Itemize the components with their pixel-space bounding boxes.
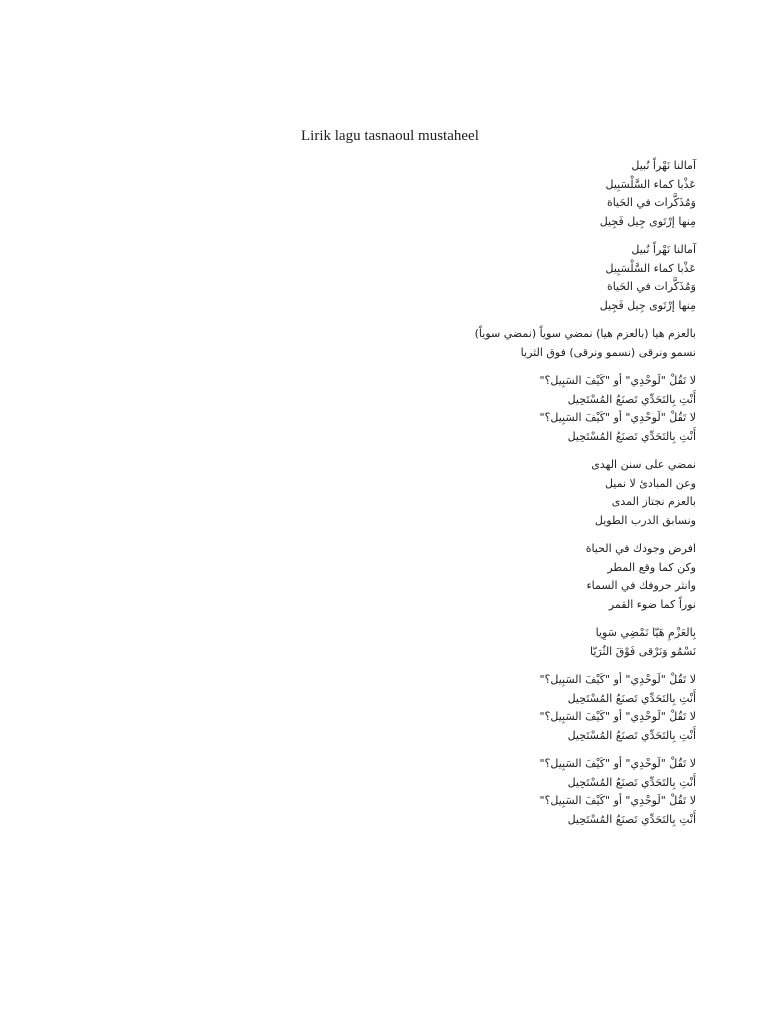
lyric-line: أَنْتِ بِالتَحَدِّي تَصنَعُ المُسْتَحِيل — [567, 775, 696, 789]
lyric-line: وعن المبادئ لا نميل — [604, 476, 696, 490]
page-title: Lirik lagu tasnaoul mustaheel — [301, 128, 479, 144]
lyric-line: أَنْتِ بِالتَحَدِّي تَصنَعُ المُسْتَحِيل — [567, 691, 696, 705]
lyric-line: عَذْبا كماء السَّلْسَبِيل — [605, 177, 696, 191]
lyric-line: وَمُذَكَّرات في الحَياة — [606, 280, 696, 293]
lyric-line: لا تَقُلْ "لَوحْدِي" أو "كَيْفَ السَبِيل؟" — [539, 757, 696, 770]
lyric-line: أَنْتِ بِالتَحَدِّي تَصنَعُ المُسْتَحِيل — [567, 728, 696, 742]
lyric-line: افرض وجودك في الحياة — [585, 542, 696, 555]
lyric-line: مِنها إرْتَوى جِيل فَجِيل — [599, 298, 696, 312]
lyric-line: بِالعَزْمِ هَيّا نَمْضِي سَوِيا — [595, 626, 696, 639]
lyric-line: أَنْتِ بِالتَحَدِّي تَصنَعُ المُسْتَحِيل — [567, 812, 696, 826]
stanza — [276, 325, 696, 362]
stanza — [276, 540, 696, 614]
lyric-line: لا تَقُلْ "لَوحْدِي" أو "كَيْفَ السَبِيل؟" — [539, 710, 696, 723]
lyric-line: نوراً كما ضوء القمر — [608, 597, 696, 611]
stanza — [276, 624, 696, 661]
stanza — [276, 755, 696, 829]
lyric-line: أَنْتِ بِالتَحَدِّي تَصنَعُ المُسْتَحِيل — [567, 429, 696, 443]
lyric-line: نمضي على سنن الهدى — [591, 458, 696, 471]
lyric-line: لا تَقُلْ "لَوحْدِي" أو "كَيْفَ السَبِيل؟" — [539, 374, 696, 387]
stanza — [276, 456, 696, 530]
lyric-line: عَذْبا كماء السَّلْسَبِيل — [605, 261, 696, 275]
lyric-line: نَسْمُو وَنَرْقى فَوْقَ الثُرَيّا — [590, 644, 696, 658]
lyric-line: بالعزم نجتاز المدى — [611, 495, 696, 508]
lyric-line: مِنها إرْتَوى جِيل فَجِيل — [599, 214, 696, 228]
lyrics-body — [276, 157, 696, 839]
lyric-line: أَنْتِ بِالتَحَدِّي تَصنَعُ المُسْتَحِيل — [567, 392, 696, 406]
lyric-line: آمالنا نَهْراً نُبيل — [631, 159, 696, 172]
lyric-line: وكن كما وقع المطر — [607, 560, 696, 574]
lyric-line: وانثر حروفك في السماء — [586, 579, 696, 592]
lyric-line: نسمو ونرقى (نسمو ونرقى) فوق الثريا — [520, 345, 696, 359]
stanza — [276, 241, 696, 315]
stanza — [276, 372, 696, 446]
lyric-line: ونسابق الدرب الطويل — [594, 513, 696, 527]
lyric-line: وَمُذَكَّرات في الحَياة — [606, 196, 696, 209]
stanza — [276, 157, 696, 231]
lyric-line: لا تَقُلْ "لَوحْدِي" أو "كَيْفَ السَبِيل؟" — [539, 794, 696, 807]
stanza — [276, 671, 696, 745]
lyric-line: بالعزم هيا (بالعزم هيا) نمضي سوياً (نمضي سوياً) — [474, 327, 696, 340]
lyric-line: لا تَقُلْ "لَوحْدِي" أو "كَيْفَ السَبِيل؟" — [539, 673, 696, 686]
lyric-line: لا تَقُلْ "لَوحْدِي" أو "كَيْفَ السَبِيل؟" — [539, 411, 696, 424]
lyric-line: آمالنا نَهْراً نُبيل — [631, 243, 696, 256]
